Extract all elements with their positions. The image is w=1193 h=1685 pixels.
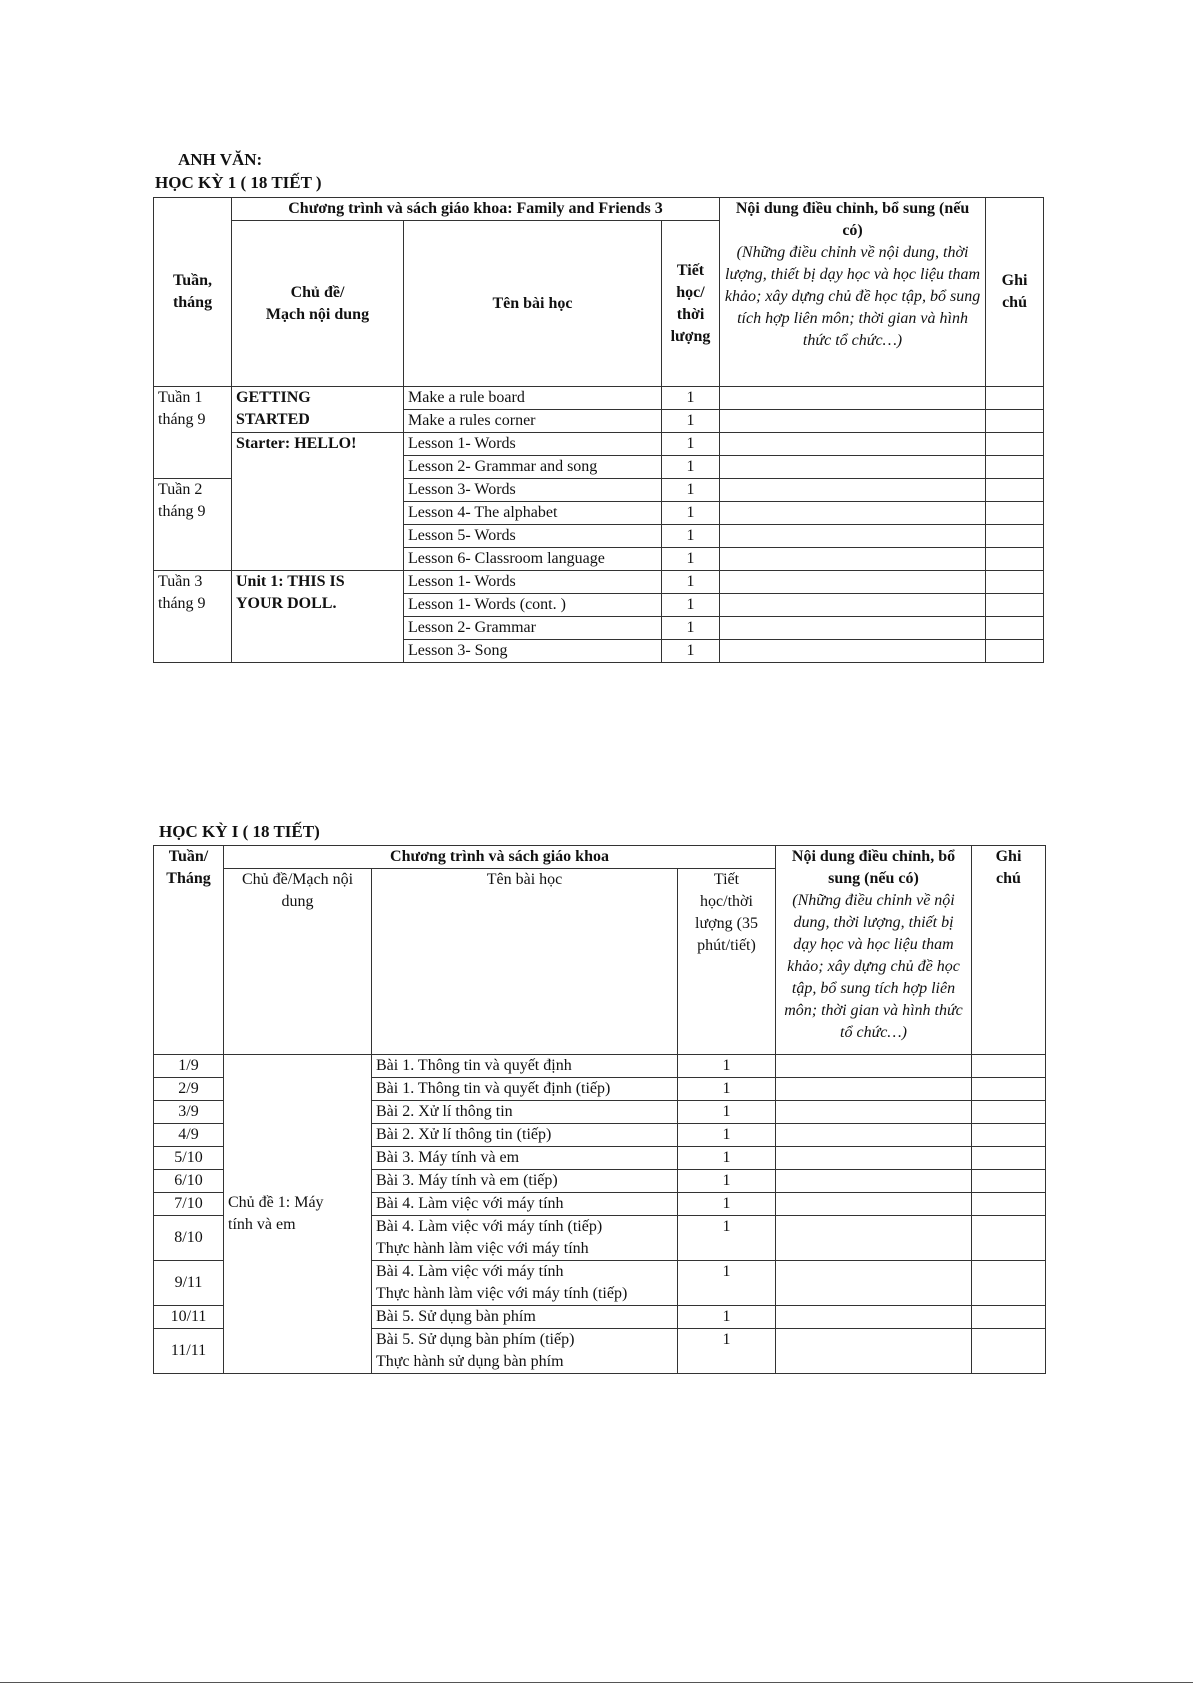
week-cell: 8/10	[154, 1216, 224, 1261]
note-cell	[986, 548, 1044, 571]
lesson-cell: Bài 2. Xử lí thông tin (tiếp)	[372, 1124, 678, 1147]
adjust-cell	[720, 456, 986, 479]
periods-cell: 1	[678, 1124, 776, 1147]
note-cell	[972, 1306, 1046, 1329]
week-cell: Tuần 2 tháng 9	[154, 479, 232, 571]
lesson-cell: Lesson 3- Words	[404, 479, 662, 502]
periods-cell: 1	[678, 1101, 776, 1124]
adjust-cell	[776, 1170, 972, 1193]
lesson-cell: Bài 4. Làm việc với máy tính Thực hành làm việc với máy tính (tiếp)	[372, 1261, 678, 1306]
header-note: Ghi chú	[972, 846, 1046, 1055]
periods-cell: 1	[662, 456, 720, 479]
note-cell	[986, 410, 1044, 433]
periods-cell: 1	[678, 1261, 776, 1306]
lesson-cell: Lesson 1- Words	[404, 571, 662, 594]
periods-cell: 1	[662, 617, 720, 640]
lesson-cell: Lesson 1- Words (cont. )	[404, 594, 662, 617]
lesson-cell: Bài 3. Máy tính và em	[372, 1147, 678, 1170]
periods-cell: 1	[662, 387, 720, 410]
note-cell	[972, 1078, 1046, 1101]
note-cell	[986, 502, 1044, 525]
header-periods: Tiết học/ thời lượng	[662, 221, 720, 387]
adjust-cell	[776, 1216, 972, 1261]
periods-cell: 1	[662, 594, 720, 617]
adjust-cell	[776, 1261, 972, 1306]
header-week: Tuần/ Tháng	[154, 846, 224, 1055]
lesson-cell: Make a rules corner	[404, 410, 662, 433]
week-cell: Tuần 1 tháng 9	[154, 387, 232, 479]
periods-cell: 1	[662, 433, 720, 456]
topic-cell: Chủ đề 1: Máy tính và em	[224, 1055, 372, 1374]
week-cell: 10/11	[154, 1306, 224, 1329]
lesson-cell: Make a rule board	[404, 387, 662, 410]
table1-clip	[0, 0, 1193, 681]
header-program: Chương trình và sách giáo khoa	[224, 846, 776, 869]
note-cell	[986, 456, 1044, 479]
note-cell	[972, 1193, 1046, 1216]
header-adjust-note: (Những điều chỉnh về nội dung, thời lượng, thiết bị dạy học và học liệu tham khảo; xây dựng chủ đề học tập, bổ sung tích hợp liên môn; thời gian và hình thức tổ chức…)	[784, 892, 963, 1041]
note-cell	[986, 617, 1044, 640]
periods-cell: 1	[662, 640, 720, 663]
note-cell	[986, 387, 1044, 410]
header-lesson: Tên bài học	[404, 221, 662, 387]
note-cell	[972, 1216, 1046, 1261]
week-cell: 7/10	[154, 1193, 224, 1216]
periods-cell: 1	[678, 1306, 776, 1329]
week-cell: 6/10	[154, 1170, 224, 1193]
adjust-cell	[776, 1147, 972, 1170]
lesson-cell: Bài 5. Sử dụng bàn phím (tiếp) Thực hành sử dụng bàn phím	[372, 1329, 678, 1374]
week-cell: 11/11	[154, 1329, 224, 1374]
adjust-cell	[720, 502, 986, 525]
note-cell	[986, 479, 1044, 502]
adjust-cell	[776, 1329, 972, 1374]
header-program: Chương trình và sách giáo khoa: Family and Friends 3	[232, 198, 720, 221]
english-schedule-table	[153, 197, 1044, 663]
note-cell	[972, 1261, 1046, 1306]
periods-cell: 1	[678, 1170, 776, 1193]
lesson-cell: Bài 4. Làm việc với máy tính	[372, 1193, 678, 1216]
periods-cell: 1	[662, 410, 720, 433]
adjust-cell	[720, 433, 986, 456]
header-adjust	[720, 198, 986, 387]
periods-cell: 1	[662, 548, 720, 571]
note-cell	[972, 1101, 1046, 1124]
week-cell: 2/9	[154, 1078, 224, 1101]
lesson-cell: Bài 1. Thông tin và quyết định	[372, 1055, 678, 1078]
week-cell: 9/11	[154, 1261, 224, 1306]
week-cell: 5/10	[154, 1147, 224, 1170]
periods-cell: 1	[662, 525, 720, 548]
adjust-cell	[720, 479, 986, 502]
topic-cell: Starter: HELLO!	[232, 433, 404, 571]
term-title-2: HỌC KỲ I ( 18 TIẾT)	[159, 822, 320, 841]
adjust-cell	[720, 594, 986, 617]
header-topic: Chủ đề/Mạch nội dung	[224, 869, 372, 1055]
periods-cell: 1	[678, 1078, 776, 1101]
periods-cell: 1	[662, 502, 720, 525]
adjust-cell	[776, 1101, 972, 1124]
adjust-cell	[776, 1078, 972, 1101]
header-note: Ghi chú	[986, 198, 1044, 387]
header-adjust	[776, 846, 972, 1055]
adjust-cell	[776, 1055, 972, 1078]
periods-cell: 1	[678, 1055, 776, 1078]
lesson-cell: Lesson 5- Words	[404, 525, 662, 548]
adjust-cell	[720, 548, 986, 571]
note-cell	[972, 1170, 1046, 1193]
note-cell	[986, 525, 1044, 548]
header-topic: Chủ đề/ Mạch nội dung	[232, 221, 404, 387]
informatics-schedule-table	[153, 845, 1046, 1374]
week-cell: 1/9	[154, 1055, 224, 1078]
week-cell: Tuần 3 tháng 9	[154, 571, 232, 663]
adjust-cell	[776, 1124, 972, 1147]
note-cell	[986, 594, 1044, 617]
week-cell: 3/9	[154, 1101, 224, 1124]
adjust-cell	[720, 525, 986, 548]
lesson-cell: Lesson 1- Words	[404, 433, 662, 456]
header-periods: Tiết học/thời lượng (35 phút/tiết)	[678, 869, 776, 1055]
periods-cell: 1	[678, 1216, 776, 1261]
note-cell	[986, 640, 1044, 663]
periods-cell: 1	[662, 479, 720, 502]
adjust-cell	[720, 571, 986, 594]
periods-cell: 1	[678, 1147, 776, 1170]
lesson-cell: Bài 1. Thông tin và quyết định (tiếp)	[372, 1078, 678, 1101]
periods-cell: 1	[678, 1329, 776, 1374]
lesson-cell: Lesson 3- Song	[404, 640, 662, 663]
lesson-cell: Bài 3. Máy tính và em (tiếp)	[372, 1170, 678, 1193]
header-adjust-title: Nội dung điều chỉnh, bổ sung (nếu có)	[791, 848, 956, 887]
topic-cell: GETTING STARTED	[232, 387, 404, 433]
lesson-cell: Bài 2. Xử lí thông tin	[372, 1101, 678, 1124]
lesson-cell: Bài 5. Sử dụng bàn phím	[372, 1306, 678, 1329]
adjust-cell	[720, 410, 986, 433]
lesson-cell: Lesson 4- The alphabet	[404, 502, 662, 525]
note-cell	[972, 1329, 1046, 1374]
header-adjust-note: (Những điều chỉnh về nội dung, thời lượng, thiết bị dạy học và học liệu tham khảo; xây dựng chủ đề học tập, bổ sung tích hợp liên môn; thời gian và hình thức tổ chức…)	[724, 244, 981, 349]
note-cell	[972, 1147, 1046, 1170]
subject-title: ANH VĂN:	[178, 150, 263, 169]
adjust-cell	[776, 1193, 972, 1216]
page-bottom-rule	[0, 1682, 1193, 1683]
periods-cell: 1	[662, 571, 720, 594]
note-cell	[986, 433, 1044, 456]
term-title-1: HỌC KỲ 1 ( 18 TIẾT )	[155, 173, 322, 192]
adjust-cell	[720, 387, 986, 410]
header-week: Tuần, tháng	[154, 198, 232, 387]
note-cell	[986, 571, 1044, 594]
periods-cell: 1	[678, 1193, 776, 1216]
header-lesson: Tên bài học	[372, 869, 678, 1055]
week-cell: 4/9	[154, 1124, 224, 1147]
adjust-cell	[720, 617, 986, 640]
adjust-cell	[776, 1306, 972, 1329]
note-cell	[972, 1124, 1046, 1147]
topic-cell: Unit 1: THIS IS YOUR DOLL.	[232, 571, 404, 663]
note-cell	[972, 1055, 1046, 1078]
lesson-cell: Lesson 2- Grammar	[404, 617, 662, 640]
lesson-cell: Lesson 2- Grammar and song	[404, 456, 662, 479]
adjust-cell	[720, 640, 986, 663]
lesson-cell: Lesson 6- Classroom language	[404, 548, 662, 571]
lesson-cell: Bài 4. Làm việc với máy tính (tiếp) Thực hành làm việc với máy tính	[372, 1216, 678, 1261]
header-adjust-title: Nội dung điều chỉnh, bổ sung (nếu có)	[735, 200, 970, 239]
